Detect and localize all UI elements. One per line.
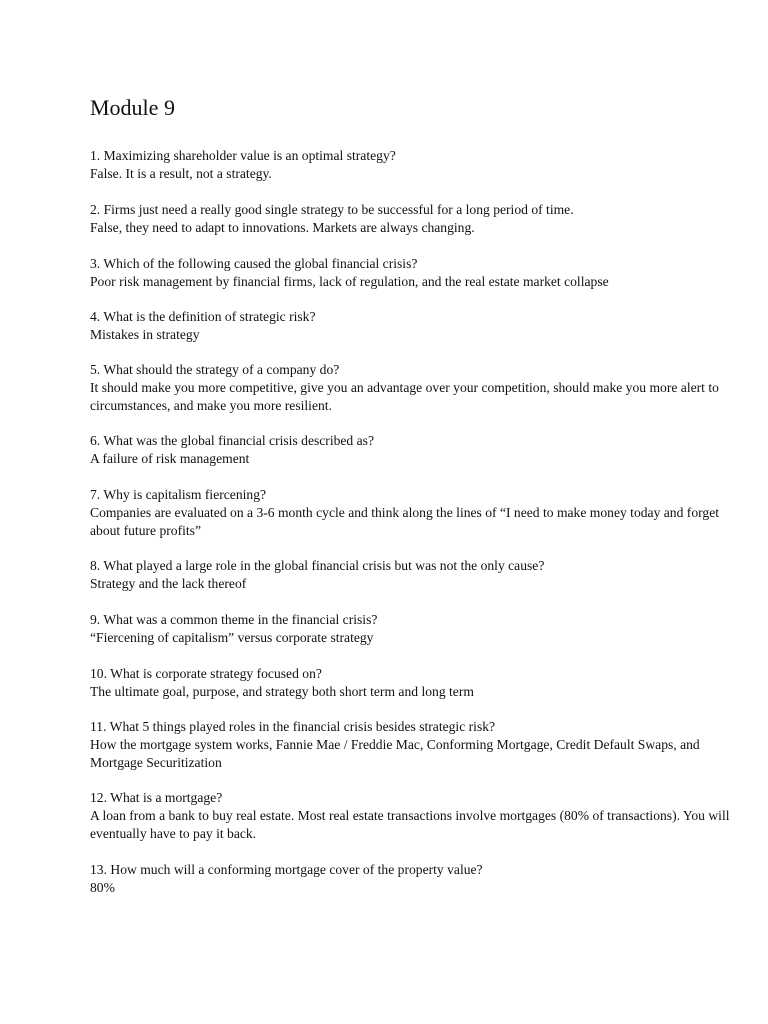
question-text: 2. Firms just need a really good single strategy to be successful for a long period of time. bbox=[90, 202, 574, 217]
question-text: 13. How much will a conforming mortgage cover of the property value? bbox=[90, 862, 483, 877]
answer-text: Companies are evaluated on a 3-6 month cycle and think along the lines of “I need to make money today and forget about future profits” bbox=[90, 505, 720, 538]
answer-text: A loan from a bank to buy real estate. Most real estate transactions involve mortgages (80% of transactions). You will eventually have to pay it back. bbox=[90, 808, 730, 841]
question-text: 6. What was the global financial crisis described as? bbox=[90, 433, 374, 448]
qa-item-4 bbox=[90, 308, 730, 344]
answer-text: It should make you more competitive, give you an advantage over your competition, should make you more alert to circumstances, and make you more resilient. bbox=[90, 380, 719, 413]
question-text: 5. What should the strategy of a company do? bbox=[90, 362, 340, 377]
qa-item-11 bbox=[90, 718, 730, 772]
answer-text: 80% bbox=[90, 880, 115, 895]
answer-text: Strategy and the lack thereof bbox=[90, 576, 247, 591]
qa-item-6 bbox=[90, 432, 730, 468]
question-text: 4. What is the definition of strategic risk? bbox=[90, 309, 316, 324]
document-title: Module 9 bbox=[90, 95, 175, 120]
question-text: 8. What played a large role in the global financial crisis but was not the only cause? bbox=[90, 558, 545, 573]
qa-item-8 bbox=[90, 557, 730, 593]
answer-text: False. It is a result, not a strategy. bbox=[90, 166, 272, 181]
question-text: 11. What 5 things played roles in the financial crisis besides strategic risk? bbox=[90, 719, 496, 734]
answer-text: A failure of risk management bbox=[90, 451, 250, 466]
answer-text: Mistakes in strategy bbox=[90, 327, 200, 342]
question-text: 10. What is corporate strategy focused on? bbox=[90, 666, 322, 681]
question-text: 3. Which of the following caused the global financial crisis? bbox=[90, 256, 418, 271]
answer-text: The ultimate goal, purpose, and strategy both short term and long term bbox=[90, 684, 474, 699]
qa-item-1 bbox=[90, 147, 730, 183]
question-text: 12. What is a mortgage? bbox=[90, 790, 223, 805]
qa-item-3 bbox=[90, 255, 730, 291]
qa-item-5 bbox=[90, 361, 730, 415]
answer-text: Poor risk management by financial firms, lack of regulation, and the real estate market collapse bbox=[90, 274, 609, 289]
qa-item-10 bbox=[90, 665, 730, 701]
qa-item-12 bbox=[90, 789, 730, 843]
question-text: 1. Maximizing shareholder value is an optimal strategy? bbox=[90, 148, 396, 163]
answer-text: “Fiercening of capitalism” versus corporate strategy bbox=[90, 630, 374, 645]
question-text: 9. What was a common theme in the financial crisis? bbox=[90, 612, 378, 627]
qa-item-2 bbox=[90, 201, 730, 237]
qa-item-9 bbox=[90, 611, 730, 647]
qa-item-7 bbox=[90, 486, 730, 540]
answer-text: How the mortgage system works, Fannie Mae / Freddie Mac, Conforming Mortgage, Credit Default Swaps, and Mortgage Securitization bbox=[90, 737, 700, 770]
answer-text: False, they need to adapt to innovations. Markets are always changing. bbox=[90, 220, 475, 235]
qa-item-13 bbox=[90, 861, 730, 897]
question-text: 7. Why is capitalism fiercening? bbox=[90, 487, 267, 502]
